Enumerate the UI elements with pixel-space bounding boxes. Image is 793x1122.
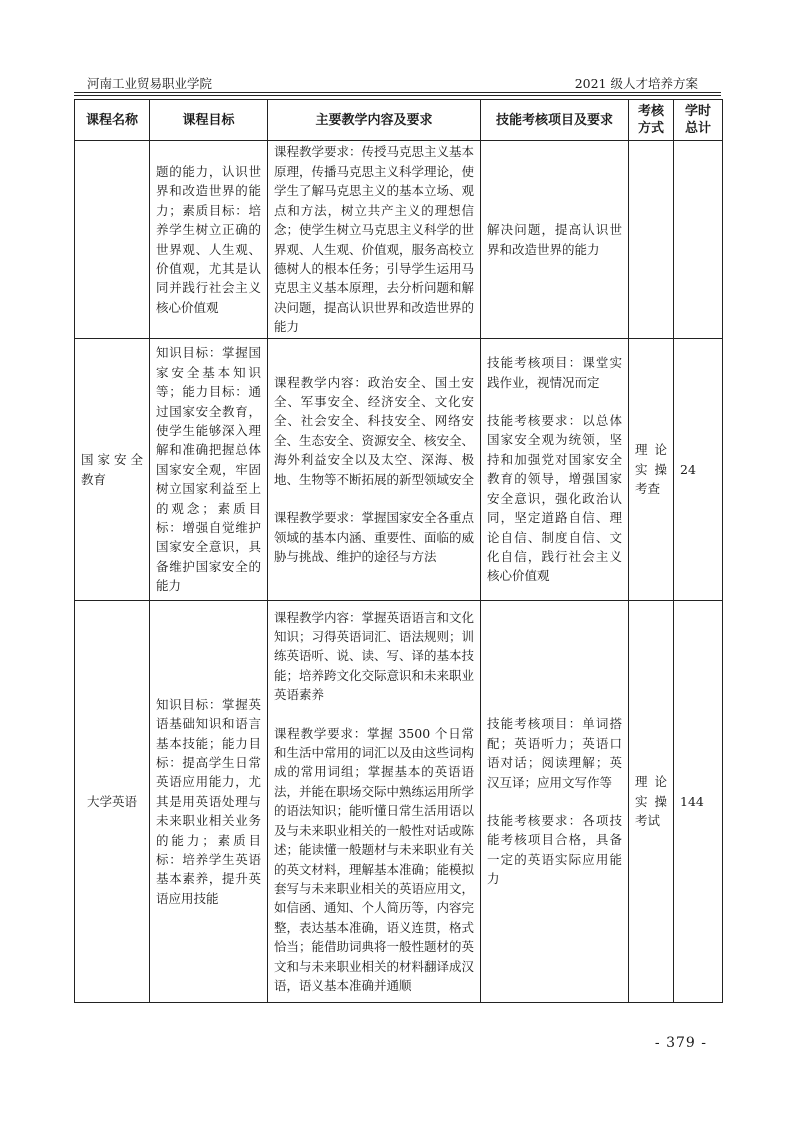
col-header-name: 课程名称 bbox=[75, 100, 150, 141]
course-hours: 24 bbox=[674, 339, 723, 601]
content-paragraph: 课程教学要求：传授马克思主义基本原理，传播马克思主义科学理论，使学生了解马克思主义的基本立场、观点和方法，树立共产主义的理想信念；使学生树立马克思主义科学的世界观、人生观、价值观，服务高校立德树人的根本任务；引导学生运用马克思主义基本原理，去分析问题和解决问题，提高认识世界和改造世界的能力 bbox=[274, 144, 475, 335]
course-exam: 理论实操考查 bbox=[629, 339, 674, 601]
course-hours: 144 bbox=[674, 601, 723, 1003]
table-header-row bbox=[75, 100, 723, 141]
course-skills bbox=[481, 141, 629, 339]
course-content bbox=[268, 339, 481, 601]
header-rule-thin bbox=[74, 95, 721, 96]
content-paragraph: 课程教学内容：掌握英语语言和文化知识；习得英语词汇、语法规则；训练英语听、说、读、写、译的基本技能；培养跨文化交际意识和未来职业英语素养 bbox=[274, 609, 475, 703]
col-header-content: 主要教学内容及要求 bbox=[268, 100, 481, 141]
content-paragraph: 课程教学内容：政治安全、国土安全、军事安全、经济安全、文化安全、社会安全、科技安全、网络安全、生态安全、资源安全、核安全、海外利益安全以及太空、深海、极地、生物等不断拓展的新型领域安全 bbox=[274, 374, 475, 487]
header-rule bbox=[74, 92, 721, 93]
skills-paragraph: 技能考核要求：以总体国家安全观为统领，坚持和加强党对国家安全教育的领导，增强国家安全意识，强化政治认同，坚定道路自信、理论自信、制度自信、文化自信，践行社会主义核心价值观 bbox=[487, 413, 622, 584]
course-exam: 理论实操考试 bbox=[629, 601, 674, 1003]
page-number: - 379 - bbox=[654, 1035, 707, 1051]
header-institution: 河南工业贸易职业学院 bbox=[87, 76, 213, 91]
course-name: 大学英语 bbox=[75, 601, 150, 1003]
table-row bbox=[75, 601, 723, 1003]
course-goal: 知识目标：掌握国家安全基本知识等；能力目标：通过国家安全教育，使学生能够深入理解和准确把握总体国家安全观，牢固树立国家利益至上的观念；素质目标：增强自觉维护国家安全意识，具备维护国家安全的能力 bbox=[150, 339, 268, 601]
col-header-skills: 技能考核项目及要求 bbox=[481, 100, 629, 141]
course-content bbox=[268, 601, 481, 1003]
content-paragraph: 课程教学要求：掌握 3500 个日常和生活中常用的词汇以及由这些词构成的常用词组；掌握基本的英语语法，并能在职场交际中熟练运用所学的语法知识；能听懂日常生活用语以及与未来职业相关的一般性对话或陈述；能读懂一般题材与未来职业有关的英文材料，理解基本准确；能模拟套写与未来职业相关的英语应用文，如信函、通知、个人简历等，内容完整，表达基本准确，语义连贯，格式恰当；能借助词典将一般性题材的英文和与未来职业相关的材料翻译成汉语，语义基本准确并通顺 bbox=[274, 725, 475, 993]
course-table bbox=[74, 99, 723, 1003]
skills-paragraph: 技能考核项目：课堂实践作业，视情况而定 bbox=[487, 355, 622, 390]
header-document-title: 2021 级人才培养方案 bbox=[574, 76, 698, 91]
col-header-hours: 学时总计 bbox=[674, 100, 723, 141]
table-row bbox=[75, 141, 723, 339]
course-name: 国家安全教育 bbox=[75, 339, 150, 601]
course-goal: 题的能力，认识世界和改造世界的能力；素质目标：培养学生树立正确的世界观、人生观、价值观，尤其是认同并践行社会主义核心价值观 bbox=[150, 141, 268, 339]
table-row bbox=[75, 339, 723, 601]
course-content bbox=[268, 141, 481, 339]
course-goal: 知识目标：掌握英语基础知识和语言基本技能；能力目标：提高学生日常英语应用能力，尤其是用英语处理与未来职业相关业务的能力；素质目标：培养学生英语基本素养，提升英语应用技能 bbox=[150, 601, 268, 1003]
content-paragraph: 课程教学要求：掌握国家安全各重点领域的基本内涵、重要性、面临的威胁与挑战、维护的途径与方法 bbox=[274, 510, 475, 564]
course-skills bbox=[481, 339, 629, 601]
course-hours bbox=[674, 141, 723, 339]
col-header-goal: 课程目标 bbox=[150, 100, 268, 141]
course-exam bbox=[629, 141, 674, 339]
skills-paragraph: 技能考核要求：各项技能考核项目合格，具备一定的英语实际应用能力 bbox=[487, 813, 622, 887]
col-header-exam: 考核方式 bbox=[629, 100, 674, 141]
course-name bbox=[75, 141, 150, 339]
skills-paragraph: 解决问题，提高认识世界和改造世界的能力 bbox=[487, 222, 622, 257]
skills-paragraph: 技能考核项目：单词搭配；英语听力；英语口语对话；阅读理解；英汉互译；应用文写作等 bbox=[487, 716, 622, 790]
course-skills bbox=[481, 601, 629, 1003]
